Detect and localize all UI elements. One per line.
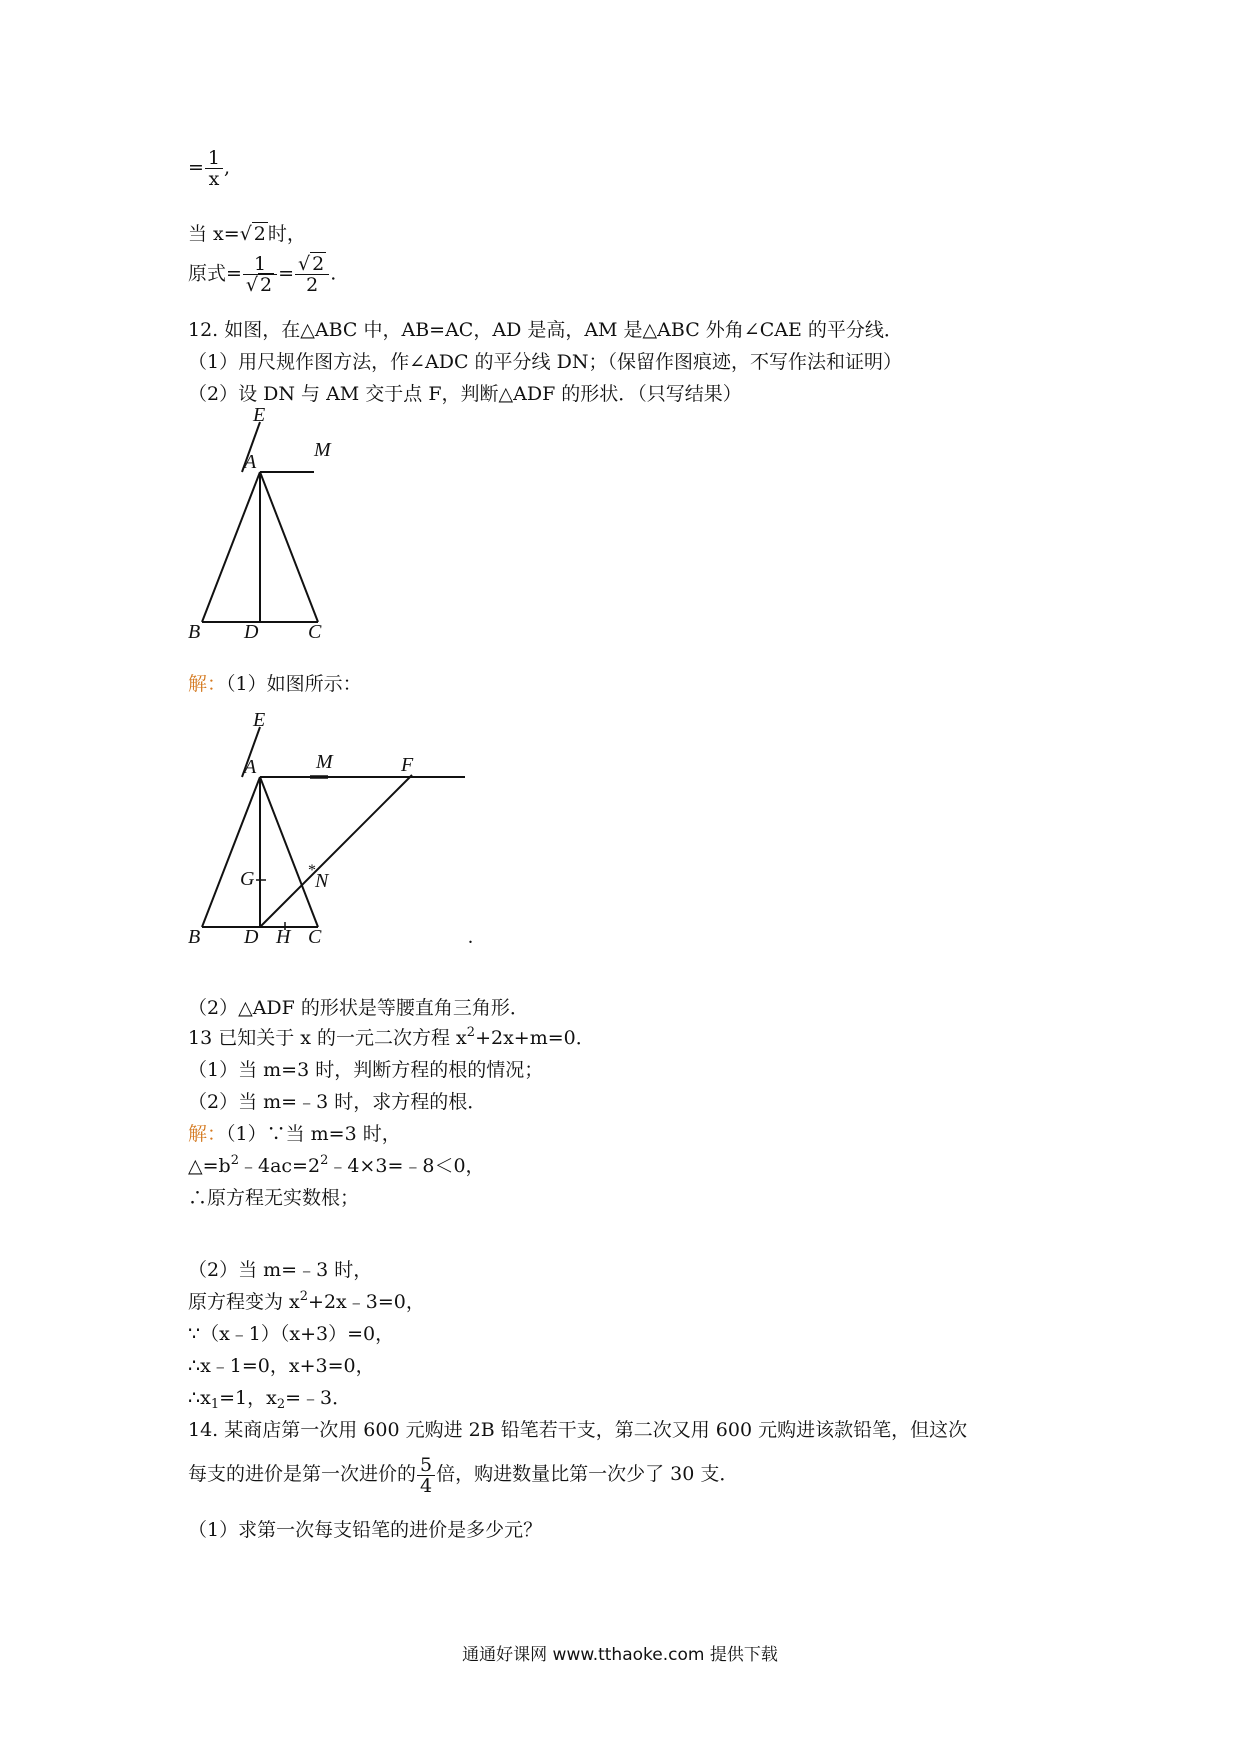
equals-sign: = [188,156,204,179]
roots-b: =1，x [219,1387,277,1409]
q12-part1: （1）用尺规作图方法，作∠ADC 的平分线 DN；（保留作图痕迹，不写作法和证明） [188,351,902,373]
frac-den: 2 [306,274,319,296]
roots-a: ∴x [188,1387,211,1409]
q12-part2: （2）设 DN 与 AM 交于点 F，判断△ADF 的形状．（只写结果） [188,383,742,405]
figure-triangle-construction [180,705,480,945]
figure-end-dot: . [468,926,473,945]
eq2-sup: 2 [299,1289,309,1304]
label-M: M [314,439,331,461]
q13-stem-sup: 2 [466,1025,476,1040]
segment-AB [202,777,260,927]
label-E: E [253,709,266,731]
label-M: M [316,751,333,773]
frac-num: 1 [205,148,223,169]
label-B: B [188,621,201,640]
solution-part1-text: （1）∵当 m=3 时， [226,1123,401,1145]
frac-den: x [208,168,220,190]
when-prefix: 当 x= [188,223,240,245]
frac-den: 4 [420,1474,433,1497]
arc-mark-N: * [308,862,316,879]
fraction-1-over-x [205,148,223,189]
q12-stem: 12. 如图，在△ABC 中，AB=AC，AD 是高，AM 是△ABC 外角∠CAE 的平分线． [188,319,903,341]
solution-label: 解： [188,1123,227,1145]
q13-factor: ∵（x﹣1）（x+3）=0， [188,1323,395,1345]
eq2-b: +2x﹣3=0， [308,1291,425,1313]
q13-part2: （2）当 m=﹣3 时，求方程的根． [188,1091,487,1113]
q14-line2-a: 每支的进价是第一次进价的 [188,1463,417,1485]
frac-num: 5 [417,1455,435,1476]
delta-sup1: 2 [230,1153,239,1168]
figure-triangle-original [180,400,350,640]
q14-stem: 14. 某商店第一次用 600 元购进 2B 铅笔若干支，第二次又用 600 元购进该款铅笔，但这次 [188,1419,968,1441]
q13-discriminant [188,1154,485,1178]
roots-sub1: 1 [210,1397,220,1412]
q13-split: ∴x﹣1=0，x+3=0， [188,1355,375,1377]
segment-AB [202,472,260,622]
q13-stem-b: +2x+m=0． [475,1027,595,1049]
sqrt-radicand: 2 [312,253,325,275]
q14-part1: （1）求第一次每支铅笔的进价是多少元？ [188,1519,543,1541]
delta-c: ﹣4×3=﹣8＜0， [328,1155,485,1177]
fraction-sqrt2-over-2 [295,254,329,295]
q12-solution-part1 [188,672,362,696]
frac-num: √ 2 [295,254,329,275]
label-A: A [244,451,257,473]
label-E: E [253,404,266,426]
label-D: D [244,621,259,640]
q13-stem-a: 13 已知关于 x 的一元二次方程 x [188,1027,467,1049]
q13-conclusion1: ∴原方程无实数根； [188,1187,360,1209]
label-F: F [401,754,414,776]
when-suffix: 时， [267,223,306,245]
delta-b: ﹣4ac=2 [238,1155,321,1177]
comma: , [224,156,231,179]
roots-c: =﹣3． [285,1387,352,1409]
eq2-a: 原方程变为 x [188,1291,300,1313]
q13-part1: （1）当 m=3 时，判断方程的根的情况； [188,1059,544,1081]
q13-roots [188,1386,351,1410]
segment-AC [260,777,318,927]
delta-sup2: 2 [320,1153,329,1168]
q14-line2 [188,1452,738,1496]
label-B: B [188,926,201,945]
label-G: G [240,868,255,890]
solution-label: 解： [188,673,227,695]
q12-solution-part2: （2）△ADF 的形状是等腰直角三角形． [188,997,529,1019]
fraction-1-over-sqrt2 [243,254,277,295]
q13-solution-part1 [188,1122,401,1146]
sqrt-radicand: 2 [253,223,266,245]
frac-den: √ 2 [245,274,273,296]
sqrt-2: √ 2 [239,223,266,245]
frac-num: 1 [243,254,277,275]
roots-sub2: 2 [276,1397,286,1412]
sqrt-radicand: 2 [260,274,273,296]
label-C: C [308,621,322,640]
delta-a: △=b [188,1155,231,1177]
label-C: C [308,926,322,945]
q14-line2-b: 倍，购进数量比第一次少了 30 支． [436,1463,739,1485]
label-H: H [276,926,291,945]
q13-solution-part2: （2）当 m=﹣3 时， [188,1259,373,1281]
label-A: A [244,756,257,778]
line-when-x [188,222,306,246]
q13-equation2 [188,1290,425,1314]
segment-AC [260,472,318,622]
fraction-5-over-4 [417,1455,435,1496]
label-N: N [315,870,329,892]
expr-one-over-x [188,148,230,189]
solution-part1-text: （1）如图所示： [226,673,362,695]
q13-stem [188,1026,595,1050]
label-D: D [244,926,259,945]
equals-sign: = [278,262,295,285]
ray-DF [260,775,412,927]
period: . [330,262,337,285]
orig-prefix: 原式= [188,262,242,285]
line-original-expr [188,254,336,295]
page-footer: 通通好课网 www.tthaoke.com 提供下载 [462,1645,778,1665]
